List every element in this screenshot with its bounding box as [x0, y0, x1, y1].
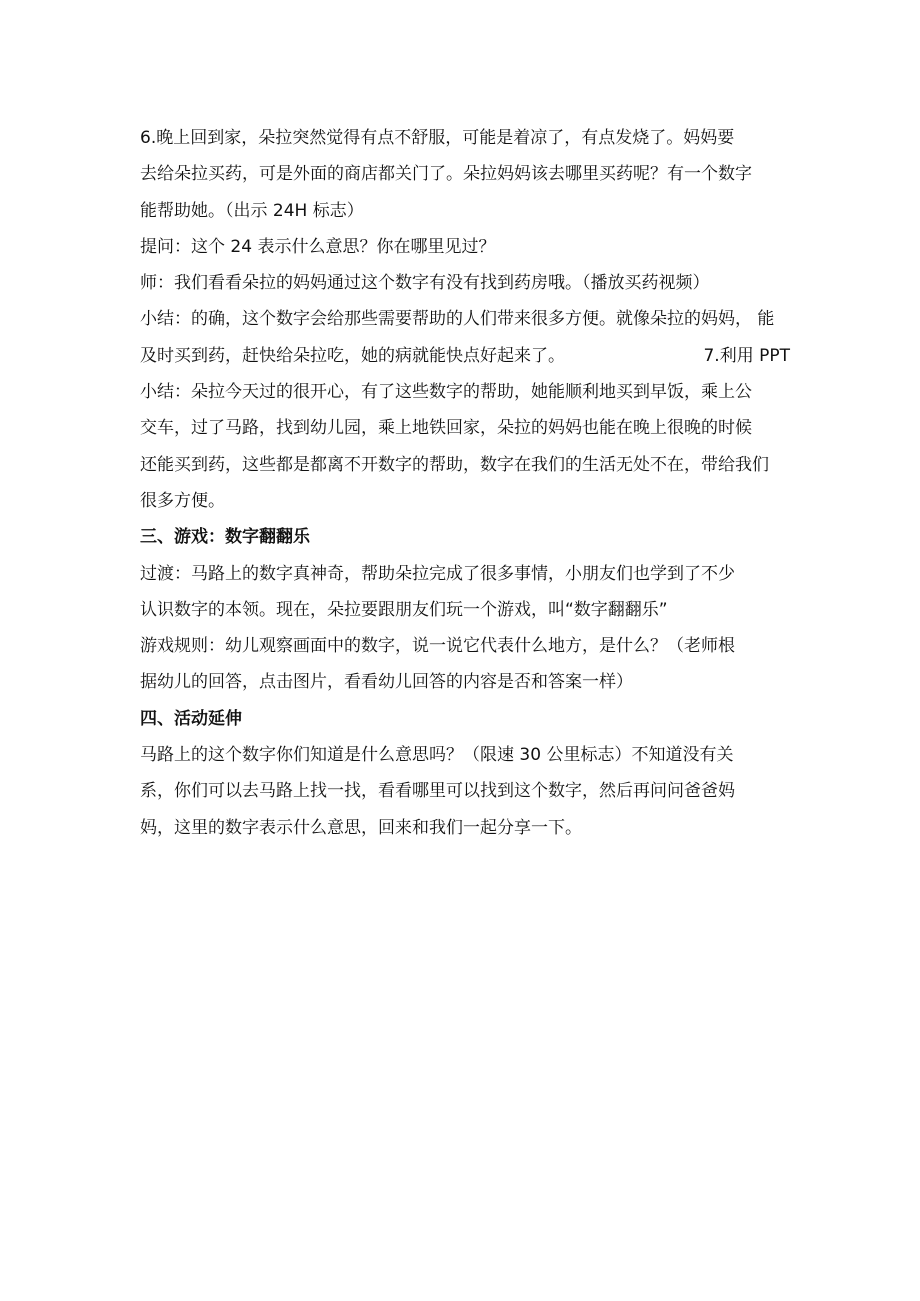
paragraph-line-5: 师：我们看看朵拉的妈妈通过这个数字有没有找到药房哦。（播放买药视频）: [140, 273, 710, 294]
paragraph-line-16: 据幼儿的回答，点击图片，看看幼儿回答的内容是否和答案一样）: [140, 672, 633, 693]
paragraph-line-6: 小结：的确，这个数字会给那些需要帮助的人们带来很多方便。就像朵拉的妈妈， 能: [140, 309, 775, 330]
paragraph-line-7-text: 及时买到药，赶快给朵拉吃，她的病就能快点好起来了。: [140, 345, 565, 366]
paragraph-line-3: 能帮助她。（出示 24H 标志）: [140, 200, 364, 221]
step-label-7: 7.利用 PPT: [703, 345, 790, 366]
paragraph-line-2: 去给朵拉买药，可是外面的商店都关门了。朵拉妈妈该去哪里买药呢？有一个数字: [140, 164, 752, 185]
paragraph-line-20: 妈，这里的数字表示什么意思，回来和我们一起分享一下。: [140, 817, 582, 838]
paragraph-line-18: 马路上的这个数字你们知道是什么意思吗？（限速 30 公里标志）不知道没有关: [140, 745, 734, 766]
paragraph-line-15: 游戏规则：幼儿观察画面中的数字，说一说它代表什么地方，是什么？（老师根: [140, 636, 735, 657]
paragraph-line-9: 交车，过了马路，找到幼儿园，乘上地铁回家，朵拉的妈妈也能在晚上很晚的时候: [140, 418, 752, 439]
section-heading-extension: 四、活动延伸: [140, 708, 242, 729]
paragraph-line-13: 过渡：马路上的数字真神奇，帮助朵拉完成了很多事情，小朋友们也学到了不少: [140, 563, 735, 584]
paragraph-line-4: 提问：这个 24 表示什么意思？你在哪里见过？: [140, 236, 496, 257]
section-heading-game: 三、游戏：数字翻翻乐: [140, 527, 310, 548]
paragraph-line-8: 小结：朵拉今天过的很开心，有了这些数字的帮助，她能顺利地买到早饭，乘上公: [140, 382, 752, 403]
paragraph-line-19: 系，你们可以去马路上找一找，看看哪里可以找到这个数字，然后再问问爸爸妈: [140, 781, 735, 802]
paragraph-line-7: [140, 338, 790, 374]
paragraph-line-10: 还能买到药，这些都是都离不开数字的帮助，数字在我们的生活无处不在，带给我们: [140, 454, 769, 475]
paragraph-line-14: 认识数字的本领。现在，朵拉要跟朋友们玩一个游戏，叫“数字翻翻乐”: [140, 599, 668, 620]
paragraph-line-11: 很多方便。: [140, 490, 225, 511]
document-body: [140, 120, 790, 846]
paragraph-line-1: 6.晚上回到家，朵拉突然觉得有点不舒服，可能是着凉了，有点发烧了。妈妈要: [140, 128, 735, 148]
